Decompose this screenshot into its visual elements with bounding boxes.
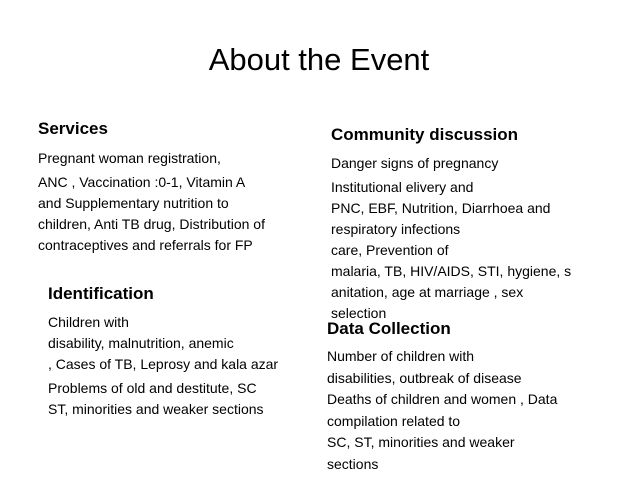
identification-paragraph: Children with disability, malnutrition, anemic , Cases of TB, Leprosy and kala azar <box>48 314 279 372</box>
services-paragraph: ANC , Vaccination :0-1, Vitamin A and Supplementary nutrition to children, Anti TB drug, Distribution of contraceptives and referrals for FP <box>38 174 265 253</box>
services-section <box>38 118 323 256</box>
slide-title: About the Event <box>208 42 430 77</box>
community-discussion-heading: Community discussion <box>331 125 519 144</box>
services-heading: Services <box>38 119 108 138</box>
community-discussion-paragraph: Institutional elivery and PNC, EBF, Nutrition, Diarrhoea and respiratory infections care, Prevention of malaria, TB, HIV/AIDS, STI, hygiene, s anitation, age at marriage , sex selection <box>331 179 572 321</box>
services-paragraph: Pregnant woman registration, <box>38 150 221 166</box>
data-collection-paragraph: Number of children with disabilities, outbreak of disease Deaths of children and women , Data compilation related to SC, ST, minorities and weaker sections <box>327 348 558 472</box>
data-collection-heading: Data Collection <box>327 319 451 338</box>
data-collection-section <box>327 318 607 475</box>
identification-heading: Identification <box>48 284 154 303</box>
identification-section <box>48 283 313 420</box>
identification-paragraph: Problems of old and destitute, SC ST, minorities and weaker sections <box>48 380 264 417</box>
community-discussion-paragraph: Danger signs of pregnancy <box>331 155 499 171</box>
community-discussion-section <box>331 124 606 324</box>
